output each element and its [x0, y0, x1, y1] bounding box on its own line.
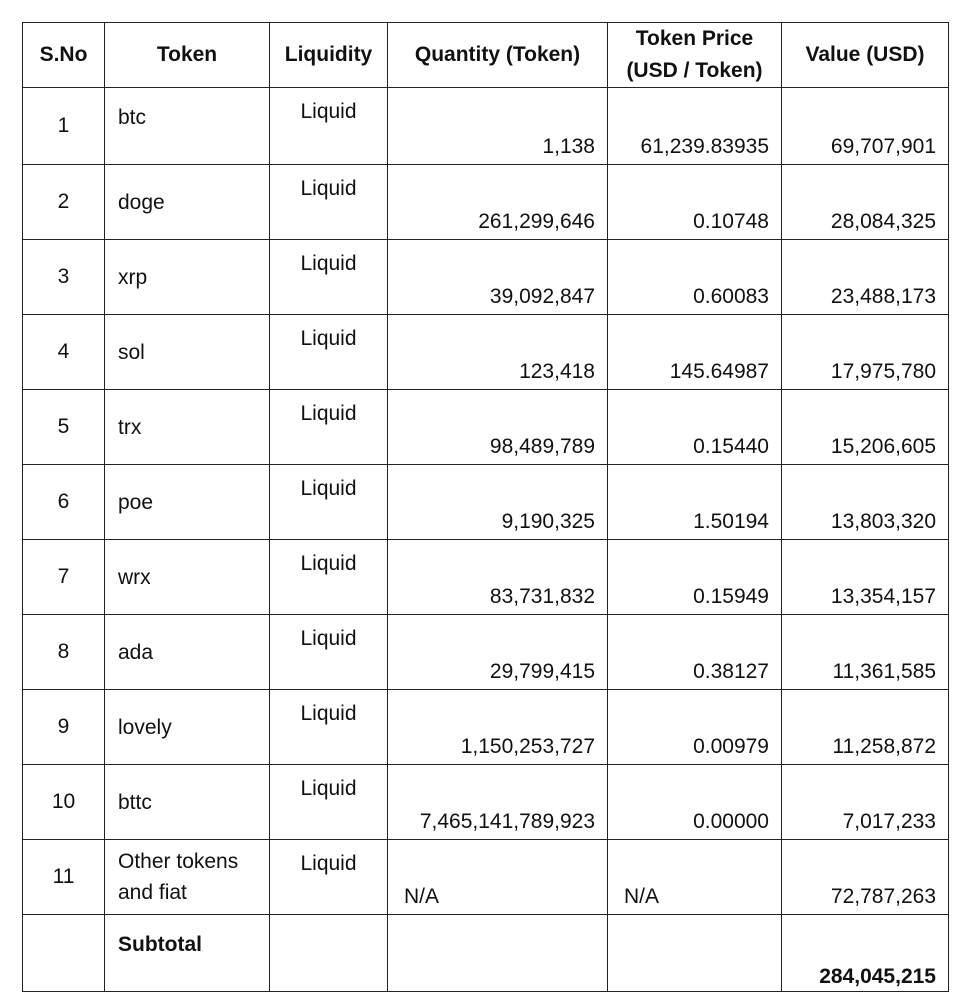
cell-price: 1.50194	[608, 465, 782, 540]
table-row	[23, 165, 949, 240]
cell-liquidity: Liquid	[270, 765, 388, 840]
cell-sno: 5	[23, 390, 105, 465]
subtotal-row	[23, 915, 949, 992]
cell-price: 0.15949	[608, 540, 782, 615]
header-price-line2: (USD / Token)	[626, 59, 763, 82]
cell-token: trx	[105, 390, 270, 465]
header-price-line1: Token Price	[635, 27, 754, 50]
other-tokens-row	[23, 840, 949, 915]
table-row	[23, 540, 949, 615]
cell-liquidity: Liquid	[270, 240, 388, 315]
cell-price: 0.60083	[608, 240, 782, 315]
cell-value: 17,975,780	[782, 315, 949, 390]
cell-price: 0.15440	[608, 390, 782, 465]
cell-liquidity: Liquid	[270, 88, 388, 165]
cell-token: sol	[105, 315, 270, 390]
cell-liquidity: Liquid	[270, 390, 388, 465]
cell-token-line1: Other tokens	[118, 850, 239, 873]
cell-empty	[608, 915, 782, 992]
cell-token: xrp	[105, 240, 270, 315]
subtotal-label: Subtotal	[105, 915, 270, 992]
cell-sno: 7	[23, 540, 105, 615]
cell-value: 23,488,173	[782, 240, 949, 315]
cell-liquidity: Liquid	[270, 840, 388, 915]
subtotal-value: 284,045,215	[782, 915, 949, 992]
cell-quantity: 39,092,847	[388, 240, 608, 315]
table-row	[23, 615, 949, 690]
cell-price: 0.00000	[608, 765, 782, 840]
header-row	[23, 23, 949, 88]
cell-value: 13,354,157	[782, 540, 949, 615]
cell-price: N/A	[608, 840, 782, 915]
cell-sno: 11	[23, 840, 105, 915]
cell-quantity: 98,489,789	[388, 390, 608, 465]
cell-price: 145.64987	[608, 315, 782, 390]
cell-quantity: 7,465,141,789,923	[388, 765, 608, 840]
cell-price: 0.00979	[608, 690, 782, 765]
cell-liquidity: Liquid	[270, 540, 388, 615]
cell-price: 61,239.83935	[608, 88, 782, 165]
cell-sno: 9	[23, 690, 105, 765]
header-quantity: Quantity (Token)	[388, 23, 608, 88]
cell-sno: 6	[23, 465, 105, 540]
cell-quantity: 1,150,253,727	[388, 690, 608, 765]
cell-value: 11,258,872	[782, 690, 949, 765]
cell-liquidity: Liquid	[270, 690, 388, 765]
cell-liquidity: Liquid	[270, 315, 388, 390]
cell-sno: 2	[23, 165, 105, 240]
cell-token	[105, 840, 270, 915]
cell-token-line2: and fiat	[118, 881, 187, 904]
cell-quantity: 261,299,646	[388, 165, 608, 240]
cell-sno: 3	[23, 240, 105, 315]
cell-token: bttc	[105, 765, 270, 840]
cell-quantity: 123,418	[388, 315, 608, 390]
cell-value: 28,084,325	[782, 165, 949, 240]
cell-liquidity: Liquid	[270, 465, 388, 540]
cell-value: 13,803,320	[782, 465, 949, 540]
table-row	[23, 240, 949, 315]
cell-price: 0.38127	[608, 615, 782, 690]
cell-empty	[388, 915, 608, 992]
cell-price: 0.10748	[608, 165, 782, 240]
cell-token: poe	[105, 465, 270, 540]
cell-sno: 1	[23, 88, 105, 165]
cell-value: 11,361,585	[782, 615, 949, 690]
header-liquidity: Liquidity	[270, 23, 388, 88]
table-row	[23, 765, 949, 840]
header-price	[608, 23, 782, 88]
cell-token: ada	[105, 615, 270, 690]
table-row	[23, 88, 949, 165]
cell-quantity: 83,731,832	[388, 540, 608, 615]
header-value: Value (USD)	[782, 23, 949, 88]
table-row	[23, 390, 949, 465]
cell-quantity: 9,190,325	[388, 465, 608, 540]
cell-value: 72,787,263	[782, 840, 949, 915]
cell-quantity: 29,799,415	[388, 615, 608, 690]
table-row	[23, 315, 949, 390]
cell-sno: 10	[23, 765, 105, 840]
cell-liquidity: Liquid	[270, 165, 388, 240]
cell-sno: 4	[23, 315, 105, 390]
cell-token: doge	[105, 165, 270, 240]
table-row	[23, 465, 949, 540]
cell-liquidity: Liquid	[270, 615, 388, 690]
cell-empty	[270, 915, 388, 992]
cell-sno-empty	[23, 915, 105, 992]
table-row	[23, 690, 949, 765]
cell-token: wrx	[105, 540, 270, 615]
cell-token: btc	[105, 88, 270, 165]
cell-value: 7,017,233	[782, 765, 949, 840]
cell-token: lovely	[105, 690, 270, 765]
cell-quantity: 1,138	[388, 88, 608, 165]
cell-value: 69,707,901	[782, 88, 949, 165]
header-sno: S.No	[23, 23, 105, 88]
header-token: Token	[105, 23, 270, 88]
cell-quantity: N/A	[388, 840, 608, 915]
cell-sno: 8	[23, 615, 105, 690]
holdings-table	[22, 22, 949, 992]
cell-value: 15,206,605	[782, 390, 949, 465]
